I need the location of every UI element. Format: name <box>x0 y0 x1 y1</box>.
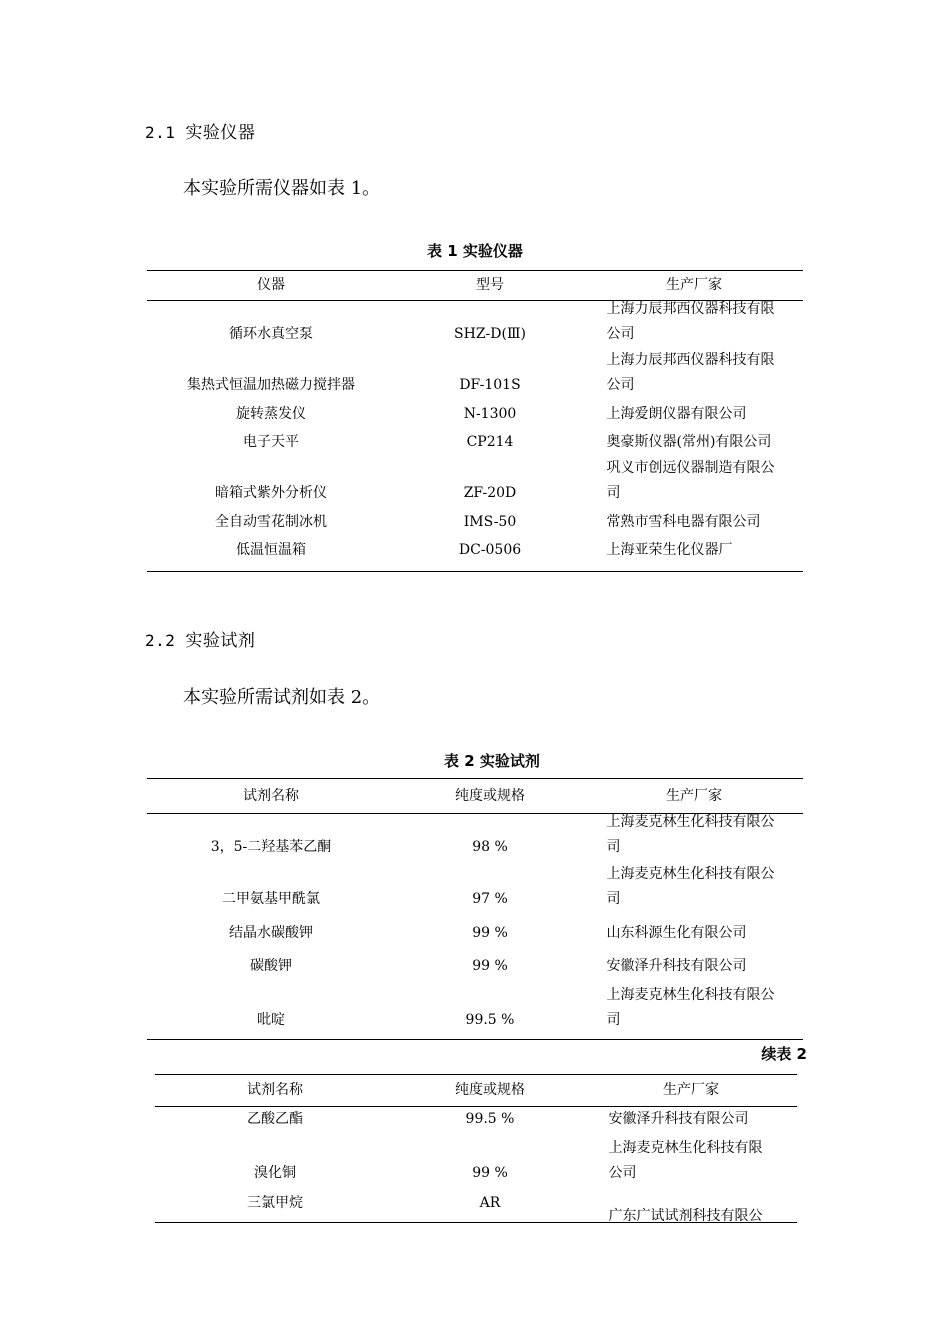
table-caption: 表 2 实验试剂 <box>444 752 540 770</box>
column-header: 纯度或规格 <box>455 788 525 804</box>
column-header: 试剂名称 <box>243 788 299 804</box>
section-title: 实验仪器 <box>185 123 256 143</box>
cell-name: 溴化铜 <box>254 1165 296 1181</box>
cell-spec: AR <box>479 1195 501 1211</box>
cell-name: 碳酸钾 <box>250 958 292 974</box>
section-heading-2-2 <box>145 626 255 651</box>
table-bottom-rule <box>147 1039 803 1040</box>
cell-spec: 99 % <box>472 925 508 941</box>
continued-caption: 续表 2 <box>761 1045 807 1063</box>
column-header: 生产厂家 <box>666 788 722 804</box>
cell-name: 电子天平 <box>243 434 299 450</box>
cell-maker: 奥豪斯仪器(常州)有限公司 <box>606 434 772 450</box>
cell-name: 集热式恒温加热磁力搅拌器 <box>187 377 355 393</box>
cell-maker: 上海力辰邦西仪器科技有限公司 <box>606 352 775 393</box>
cell-name: 结晶水碳酸钾 <box>229 925 313 941</box>
cell-maker: 上海麦克林生化科技有限公司 <box>608 1140 763 1181</box>
cell-spec: DF-101S <box>459 377 521 393</box>
section-paragraph: 本实验所需试剂如表 2。 <box>183 687 381 708</box>
section-number: 2.1 <box>145 123 176 142</box>
cell-name: 三氯甲烷 <box>247 1195 303 1211</box>
column-header: 试剂名称 <box>247 1082 303 1098</box>
cell-maker: 巩义市创远仪器制造有限公司 <box>606 460 775 501</box>
cell-maker: 山东科源生化有限公司 <box>606 925 747 941</box>
cell-spec: IMS-50 <box>463 514 517 530</box>
column-header: 生产厂家 <box>663 1082 719 1098</box>
cell-name: 二甲氨基甲酰氯 <box>222 891 320 907</box>
cell-spec: 99 % <box>472 1165 508 1181</box>
table-bottom-rule <box>147 571 803 572</box>
cell-maker: 安徽泽升科技有限公司 <box>608 1111 749 1127</box>
cell-maker: 上海麦克林生化科技有限公司 <box>606 814 775 855</box>
column-header: 生产厂家 <box>666 277 722 293</box>
section-paragraph: 本实验所需仪器如表 1。 <box>183 178 381 199</box>
cell-spec: 99.5 % <box>465 1111 515 1127</box>
cell-maker: 上海亚荣生化仪器厂 <box>606 542 733 558</box>
cell-spec: SHZ-D(Ⅲ) <box>454 326 526 342</box>
cell-spec: 97 % <box>472 891 508 907</box>
column-header: 纯度或规格 <box>455 1082 525 1098</box>
table-caption: 表 1 实验仪器 <box>427 242 523 260</box>
cell-name: 循环水真空泵 <box>229 326 313 342</box>
cell-spec: CP214 <box>466 434 514 450</box>
cell-name: 旋转蒸发仪 <box>236 406 306 422</box>
cell-name: 低温恒温箱 <box>236 542 306 558</box>
cell-spec: ZF-20D <box>463 485 517 501</box>
section-number: 2.2 <box>145 631 176 650</box>
cell-maker: 上海力辰邦西仪器科技有限公司 <box>606 301 775 342</box>
cell-maker: 广东广试试剂科技有限公 <box>608 1208 763 1224</box>
cell-name: 吡啶 <box>257 1012 285 1028</box>
section-title: 实验试剂 <box>185 631 256 651</box>
column-header: 型号 <box>476 277 504 293</box>
cell-name: 乙酸乙酯 <box>247 1111 303 1127</box>
section-heading-2-1 <box>145 118 255 143</box>
cell-maker: 上海麦克林生化科技有限公司 <box>606 866 775 907</box>
cell-name: 3，5-二羟基苯乙酮 <box>210 839 332 855</box>
cell-spec: N-1300 <box>463 406 517 422</box>
cell-maker: 上海爱朗仪器有限公司 <box>606 406 747 422</box>
cell-name: 暗箱式紫外分析仪 <box>215 485 327 501</box>
column-header: 仪器 <box>257 277 285 293</box>
cell-spec: 99 % <box>472 958 508 974</box>
cell-spec: DC-0506 <box>458 542 522 558</box>
cell-spec: 99.5 % <box>465 1012 515 1028</box>
cell-maker: 安徽泽升科技有限公司 <box>606 958 747 974</box>
cell-name: 全自动雪花制冰机 <box>215 514 327 530</box>
cell-maker: 常熟市雪科电器有限公司 <box>606 514 761 530</box>
cell-maker: 上海麦克林生化科技有限公司 <box>606 987 775 1028</box>
cell-spec: 98 % <box>472 839 508 855</box>
